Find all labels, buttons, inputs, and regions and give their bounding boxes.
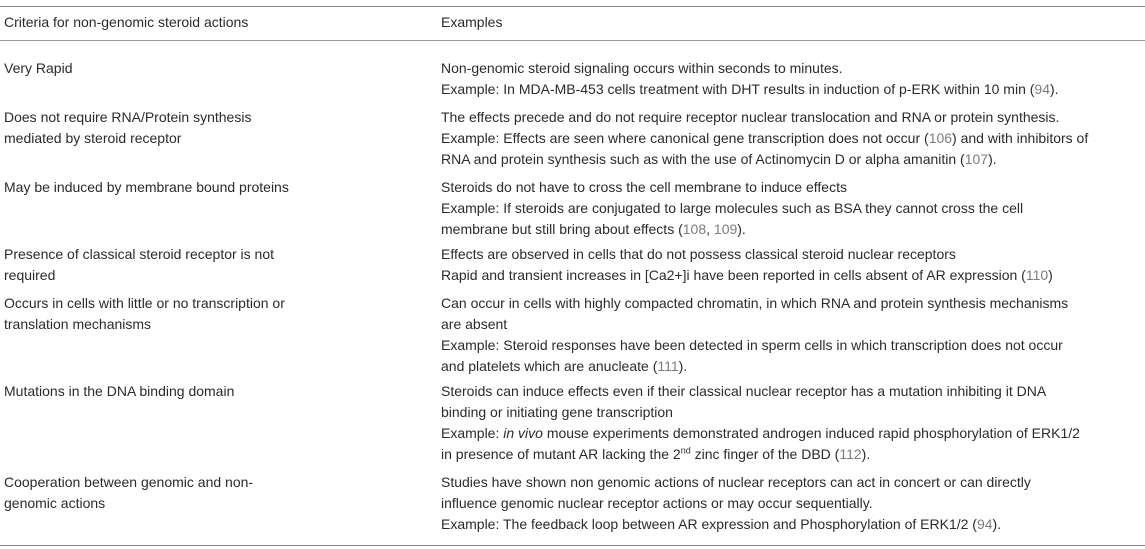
table-top-rule <box>0 6 1145 7</box>
table-row-criteria: May be induced by membrane bound proteins <box>4 179 289 195</box>
reference-link[interactable]: 111 <box>657 358 679 374</box>
table-row-criteria: Cooperation between genomic and non- genomic actions <box>4 474 254 511</box>
table-bottom-rule <box>0 545 1145 546</box>
table-row-criteria: Mutations in the DNA binding domain <box>4 383 235 399</box>
table-row-examples: Can occur in cells with highly compacted chromatin, in which RNA and protein synthesis mechanisms are absent Example: Steroid responses have been detected in sperm cells in which transcription does not occur and platelets which are anucleate (111). <box>441 295 1069 374</box>
table-row-examples: Steroids can induce effects even if their classical nuclear receptor has a mutation inhibiting it DNA binding or initiating gene transcription Example: in vivo mouse experiments demonstrated androgen induced rapid phosphorylation of ERK1/2 in presence of mutant AR lacking the 2nd zinc finger of the DBD (112). <box>441 383 1080 462</box>
reference-link[interactable]: 108 <box>682 221 707 237</box>
reference-link[interactable]: 106 <box>928 130 953 146</box>
table-row-criteria: Does not require RNA/Protein synthesis mediated by steroid receptor <box>4 109 252 146</box>
header-examples: Examples <box>441 14 503 30</box>
header-rule <box>0 40 1145 41</box>
table-row-examples: Non-genomic steroid signaling occurs within seconds to minutes. Example: In MDA-MB-453 cells treatment with DHT results in induction of p-ERK within 10 min (94). <box>441 60 1059 97</box>
table-row-examples: The effects precede and do not require receptor nuclear translocation and RNA or protein synthesis. Example: Effects are seen where canonical gene transcription does not occur (106) and with inhibitors of RNA and protein synthesis such as with the use of Actinomycin D or alpha amanitin (107). <box>441 109 1089 167</box>
reference-link[interactable]: 94 <box>1034 81 1050 97</box>
header-criteria: Criteria for non-genomic steroid actions <box>4 14 249 30</box>
table-row-examples: Studies have shown non genomic actions of nuclear receptors can act in concert or can directly influence genomic nuclear receptor actions or may occur sequentially. Example: The feedback loop between AR expression and Phosphorylation of ERK1/2 (94). <box>441 474 1031 532</box>
reference-link[interactable]: 110 <box>1025 267 1049 283</box>
table-row-examples: Effects are observed in cells that do not possess classical steroid nuclear receptors Rapid and transient increases in [Ca2+]i have been reported in cells absent of AR expression (110) <box>441 246 1053 283</box>
table-row-criteria: Very Rapid <box>4 60 73 76</box>
table-row-criteria: Occurs in cells with little or no transcription or translation mechanisms <box>4 295 285 332</box>
table-row-criteria: Presence of classical steroid receptor is not required <box>4 246 275 283</box>
reference-link[interactable]: 107 <box>964 151 989 167</box>
reference-link[interactable]: 109 <box>713 221 738 237</box>
reference-link[interactable]: 94 <box>976 516 993 532</box>
reference-link[interactable]: 112 <box>839 446 862 462</box>
table-row-examples: Steroids do not have to cross the cell membrane to induce effects Example: If steroids are conjugated to large molecules such as BSA they cannot cross the cell membrane but still bring about effects (108, 109). <box>441 179 1024 237</box>
